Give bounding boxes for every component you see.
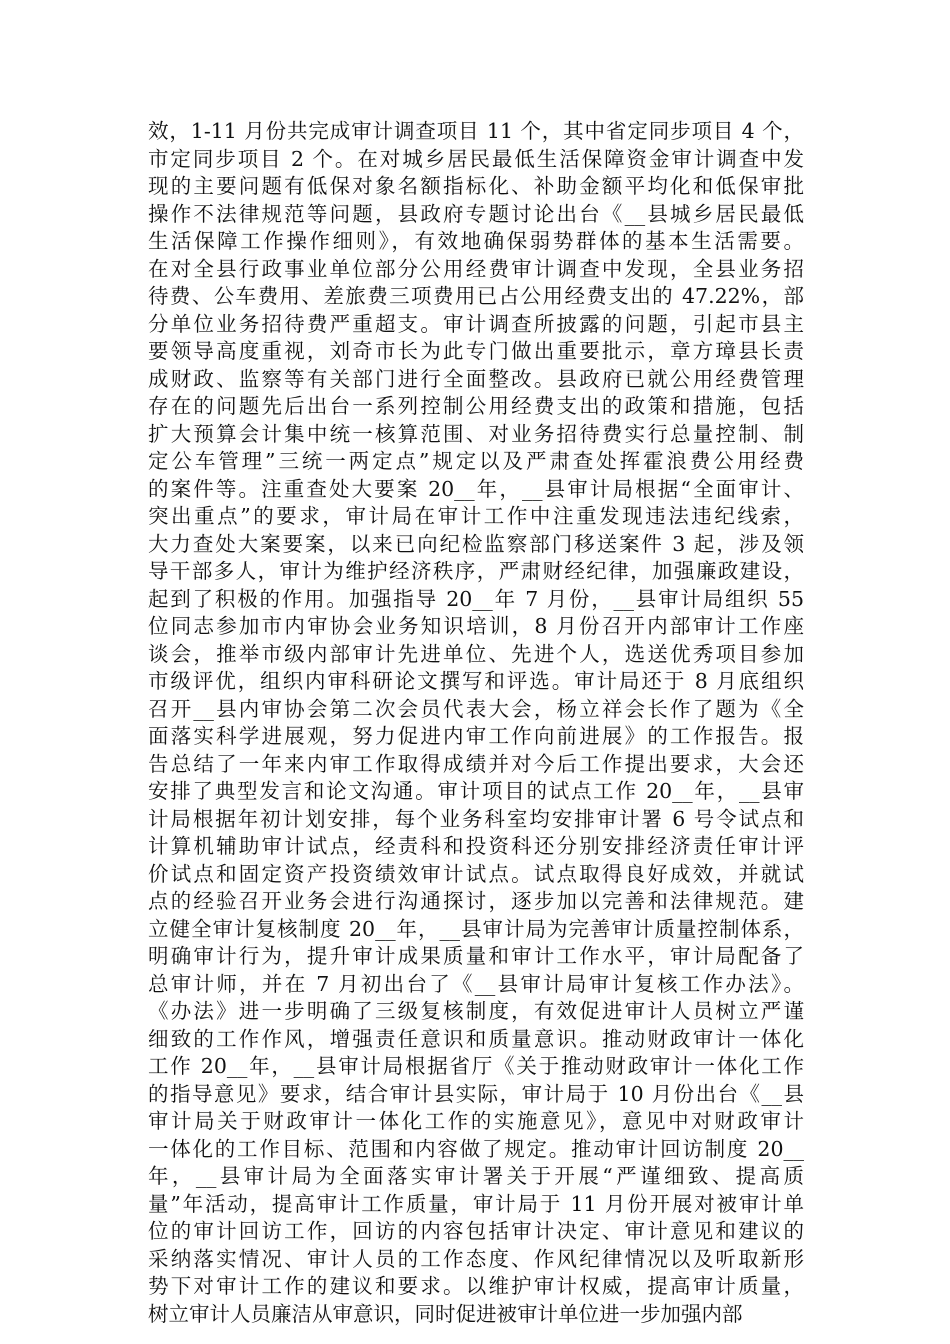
text-line: 生活保障工作操作细则》，有效地确保弱势群体的基本生活需要。 — [148, 229, 804, 253]
text-line: 审计局关于财政审计一体化工作的实施意见》，意见中对财政审计 — [148, 1109, 804, 1133]
text-line: 价试点和固定资产投资绩效审计试点。试点取得良好成效，并就试 — [148, 861, 804, 886]
text-line: 告总结了一年来内审工作取得成绩并对今后工作提出要求，大会还 — [148, 751, 804, 776]
text-line: 市定同步项目 2 个。在对城乡居民最低生活保障资金审计调查中发 — [148, 146, 804, 171]
text-line: 安排了典型发言和论文沟通。审计项目的试点工作 20__年，__县审 — [148, 779, 804, 803]
text-line: 操作不法律规范等问题，县政府专题讨论出台《__县城乡居民最低 — [148, 201, 804, 226]
body-text — [148, 118, 804, 1328]
text-line: 在对全县行政事业单位部分公用经费审计调查中发现，全县业务招 — [148, 256, 804, 281]
text-line: 势下对审计工作的建议和要求。以维护审计权威，提高审计质量， — [148, 1274, 804, 1298]
text-line: 导干部多人，审计为维护经济秩序，严肃财经纪律，加强廉政建设， — [148, 559, 804, 583]
text-line: 召开__县内审协会第二次会员代表大会，杨立祥会长作了题为《全 — [148, 696, 804, 721]
text-line: 明确审计行为，提升审计成果质量和审计工作水平，审计局配备了 — [148, 944, 804, 968]
text-line: 立健全审计复核制度 20__年，__县审计局为完善审计质量控制体系， — [148, 916, 804, 941]
text-line: 待费、公车费用、差旅费三项费用已占公用经费支出的 47.22%，部 — [148, 284, 804, 308]
text-line: 谈会，推举市级内部审计先进单位、先进个人，选送优秀项目参加 — [148, 641, 804, 666]
text-line: 工作 20__年，__县审计局根据省厅《关于推动财政审计一体化工作 — [148, 1054, 804, 1078]
text-line: 成财政、监察等有关部门进行全面整改。县政府已就公用经费管理 — [148, 366, 804, 391]
text-line: 分单位业务招待费严重超支。审计调查所披露的问题，引起市县主 — [148, 311, 804, 336]
text-line: 位的审计回访工作，回访的内容包括审计决定、审计意见和建议的 — [148, 1219, 804, 1243]
text-line: 大力查处大案要案，以来已向纪检监察部门移送案件 3 起，涉及领 — [148, 531, 804, 556]
text-line: 扩大预算会计集中统一核算范围、对业务招待费实行总量控制、制 — [148, 421, 804, 446]
text-line: 面落实科学进展观，努力促进内审工作向前进展》的工作报告。报 — [148, 724, 804, 748]
text-line: 采纳落实情况、审计人员的工作态度、作风纪律情况以及听取新形 — [148, 1246, 804, 1271]
text-line: 现的主要问题有低保对象名额指标化、补助金额平均化和低保审批 — [148, 174, 804, 198]
text-line: 要领导高度重视，刘奇市长为此专门做出重要批示，章方璋县长责 — [148, 339, 804, 363]
text-line: 存在的问题先后出台一系列控制公用经费支出的政策和措施，包括 — [148, 394, 804, 418]
text-line: 年，__县审计局为全面落实审计署关于开展“严谨细致、提高质 — [148, 1164, 804, 1188]
text-line: 定公车管理”三统一两定点”规定以及严肃查处挥霍浪费公用经费 — [148, 449, 804, 473]
text-line: 总审计师，并在 7 月初出台了《__县审计局审计复核工作办法》。 — [148, 971, 804, 996]
text-line: 一体化的工作目标、范围和内容做了规定。推动审计回访制度 20__ — [148, 1136, 804, 1161]
text-line: 的案件等。注重查处大要案 20__年，__县审计局根据“全面审计、 — [148, 476, 804, 501]
text-line: 效，1-11 月份共完成审计调查项目 11 个，其中省定同步项目 4 个， — [148, 119, 804, 143]
text-line: 突出重点”的要求，审计局在审计工作中注重发现违法违纪线索， — [148, 504, 804, 528]
text-line: 起到了积极的作用。加强指导 20__年 7 月份，__县审计局组织 55 — [148, 586, 804, 611]
text-line: 细致的工作作风，增强责任意识和质量意识。推动财政审计一体化 — [148, 1026, 804, 1051]
text-line: 《办法》进一步明确了三级复核制度，有效促进审计人员树立严谨 — [148, 999, 804, 1023]
text-line: 的指导意见》要求，结合审计县实际，审计局于 10 月份出台《__县 — [148, 1081, 804, 1106]
text-line: 点的经验召开业务会进行沟通探讨，逐步加以完善和法律规范。建 — [148, 889, 804, 913]
text-line: 计算机辅助审计试点，经责科和投资科还分别安排经济责任审计评 — [148, 834, 804, 858]
text-line: 计局根据年初计划安排，每个业务科室均安排审计署 6 号令试点和 — [148, 806, 804, 831]
text-line: 位同志参加市内审协会业务知识培训，8 月份召开内部审计工作座 — [148, 614, 804, 638]
text-line: 量”年活动，提高审计工作质量，审计局于 11 月份开展对被审计单 — [148, 1191, 804, 1216]
text-line: 市级评优，组织内审科研论文撰写和评选。审计局还于 8 月底组织 — [148, 669, 804, 693]
text-line: 树立审计人员廉洁从审意识，同时促进被审计单位进一步加强内部 — [148, 1301, 743, 1326]
